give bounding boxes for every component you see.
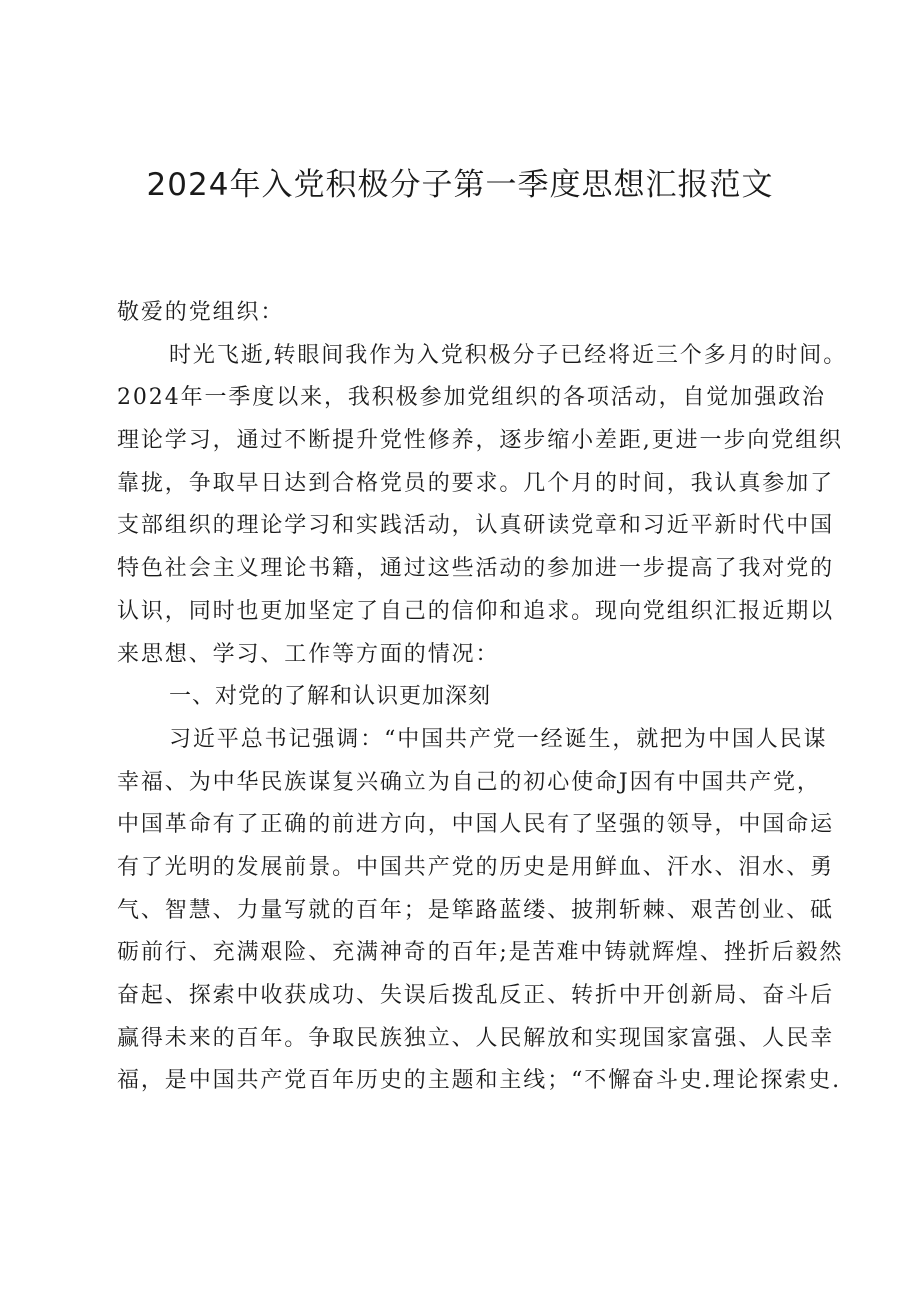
paragraph-line: 2024年一季度以来，我积极参加党组织的各项活动，自觉加强政治: [117, 385, 826, 411]
paragraph-line: 支部组织的理论学习和实践活动，认真研读党章和习近平新时代中国: [117, 513, 835, 539]
salutation: 敬爱的党组织：: [117, 300, 285, 325]
paragraph-line: 砺前行、充满艰险、充满神奇的百年;是苦难中铸就辉煌、挫折后毅然: [117, 940, 844, 966]
paragraph-line: 靠拢，争取早日达到合格党员的要求。几个月的时间，我认真参加了: [117, 470, 835, 496]
paragraph-line: 来思想、学习、工作等方面的情况：: [117, 641, 500, 667]
paragraph-line: 中国革命有了正确的前进方向，中国人民有了坚强的领导，中国命运: [117, 812, 835, 838]
paragraph-line: 奋起、探索中收获成功、失误后拨乱反正、转折中开创新局、奋斗后: [117, 983, 835, 1008]
paragraph-line: 赢得未来的百年。争取民族独立、人民解放和实现国家富强、人民幸: [117, 1025, 835, 1051]
paragraph-line: 习近平总书记强调：“中国共产党一经诞生，就把为中国人民谋: [169, 726, 828, 752]
document-title: 2024年入党积极分子第一季度思想汇报范文: [146, 167, 774, 203]
paragraph-line: 时光飞逝,转眼间我作为入党积极分子已经将近三个多月的时间。: [169, 342, 848, 368]
paragraph-line: 理论学习，通过不断提升党性修养，逐步缩小差距,更进一步向党组织: [117, 428, 843, 454]
paragraph-line: 幸福、为中华民族谋复兴确立为自己的初心使命J因有中国共产党，: [117, 769, 821, 795]
paragraph-line: 特色社会主义理论书籍，通过这些活动的参加进一步提高了我对党的: [117, 556, 835, 582]
paragraph-line: 气、智慧、力量写就的百年；是筚路蓝缕、披荆斩棘、艰苦创业、砥: [117, 897, 835, 923]
paragraph-line: 福，是中国共产党百年历史的主题和主线；“不懈奋斗史.理论探索史.: [117, 1068, 842, 1094]
section-heading: 一、对党的了解和认识更加深刻: [169, 684, 492, 710]
document-body: [117, 292, 848, 1103]
paragraph-line: 有了光明的发展前景。中国共产党的历史是用鲜血、汗水、泪水、勇: [117, 854, 835, 880]
paragraph-line: 认识，同时也更加坚定了自己的信仰和追求。现向党组织汇报近期以: [117, 598, 835, 624]
